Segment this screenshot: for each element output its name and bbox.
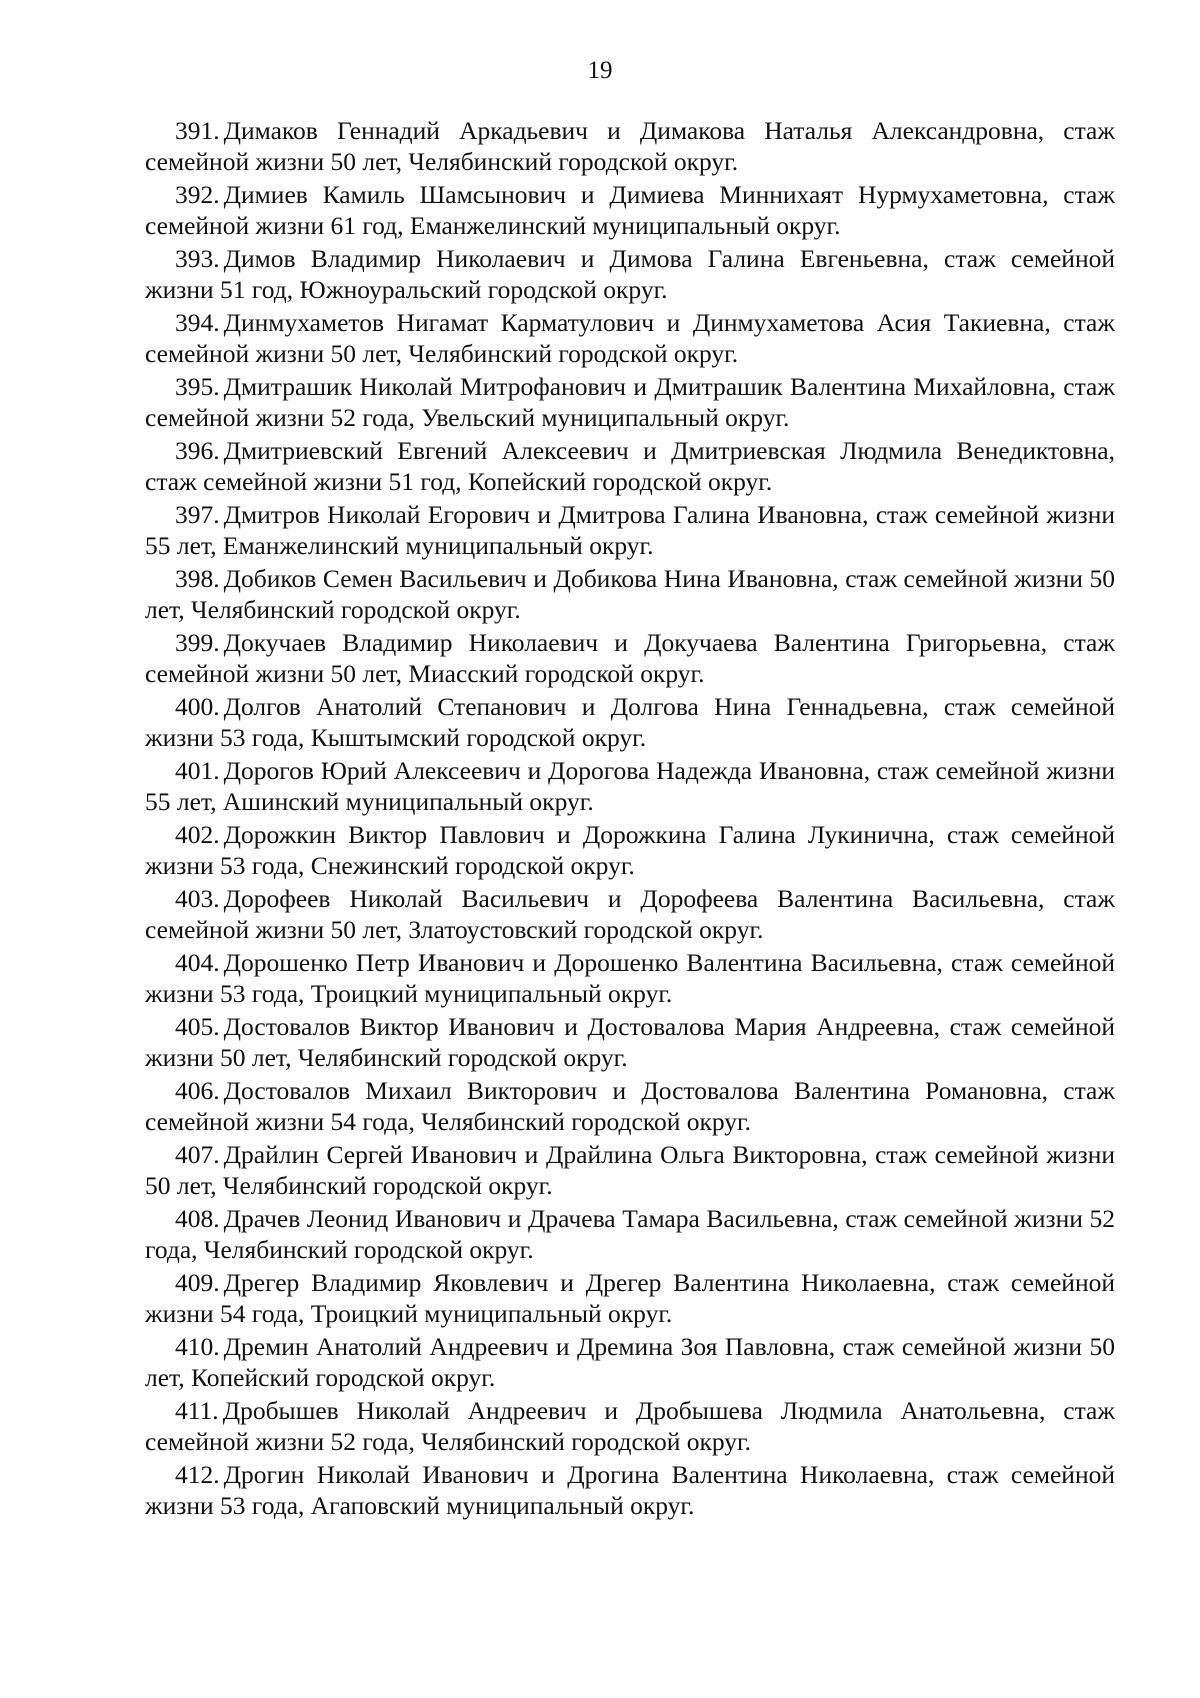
entry-number: 391. xyxy=(175,116,220,145)
list-item xyxy=(145,179,1115,241)
list-item xyxy=(145,947,1115,1009)
entry-text: Дорогов Юрий Алексеевич и Дорогова Надежда Ивановна, стаж семейной жизни 55 лет, Ашинский муниципальный округ. xyxy=(145,756,1115,816)
entry-number: 401. xyxy=(175,756,220,785)
entry-number: 408. xyxy=(175,1204,220,1233)
list-item xyxy=(145,243,1115,305)
entry-number: 400. xyxy=(175,692,220,721)
entry-number: 402. xyxy=(175,820,220,849)
entry-number: 412. xyxy=(175,1460,220,1489)
list-item xyxy=(145,1011,1115,1073)
entry-number: 409. xyxy=(175,1268,220,1297)
entry-text: Долгов Анатолий Степанович и Долгова Нина Геннадьевна, стаж семейной жизни 53 года, Кыштымский городской округ. xyxy=(145,692,1115,752)
list-item xyxy=(145,1075,1115,1137)
entry-number: 392. xyxy=(175,180,220,209)
entry-text: Димиев Камиль Шамсынович и Димиева Миннихаят Нурмухаметовна, стаж семейной жизни 61 год, Еманжелинский муниципальный округ. xyxy=(145,180,1115,240)
list-item xyxy=(145,435,1115,497)
entry-text: Дорофеев Николай Васильевич и Дорофеева Валентина Васильевна, стаж семейной жизни 50 лет, Златоустовский городской округ. xyxy=(145,884,1115,944)
entry-number: 399. xyxy=(175,628,220,657)
list-item xyxy=(145,1395,1115,1457)
entry-number: 411. xyxy=(175,1396,219,1425)
entry-number: 407. xyxy=(175,1140,220,1169)
entry-number: 406. xyxy=(175,1076,220,1105)
list-item xyxy=(145,563,1115,625)
list-item xyxy=(145,755,1115,817)
list-item xyxy=(145,883,1115,945)
entry-text: Дорошенко Петр Иванович и Дорошенко Валентина Васильевна, стаж семейной жизни 53 года, Троицкий муниципальный округ. xyxy=(145,948,1115,1008)
entry-number: 398. xyxy=(175,564,220,593)
list-item xyxy=(145,1459,1115,1521)
entry-number: 404. xyxy=(175,948,220,977)
list-item xyxy=(145,1203,1115,1265)
entry-number: 403. xyxy=(175,884,220,913)
entry-text: Динмухаметов Нигамат Карматулович и Динмухаметова Асия Такиевна, стаж семейной жизни 50 лет, Челябинский городской округ. xyxy=(145,308,1115,368)
entry-number: 393. xyxy=(175,244,220,273)
list-item xyxy=(145,691,1115,753)
entry-text: Драйлин Сергей Иванович и Драйлина Ольга Викторовна, стаж семейной жизни 50 лет, Челябинский городской округ. xyxy=(145,1140,1115,1200)
list-item xyxy=(145,1331,1115,1393)
entry-number: 397. xyxy=(175,500,220,529)
list-item xyxy=(145,1267,1115,1329)
entry-text: Дрегер Владимир Яковлевич и Дрегер Валентина Николаевна, стаж семейной жизни 54 года, Троицкий муниципальный округ. xyxy=(145,1268,1115,1328)
entry-text: Дорожкин Виктор Павлович и Дорожкина Галина Лукинична, стаж семейной жизни 53 года, Снежинский городской округ. xyxy=(145,820,1115,880)
entry-text: Димаков Геннадий Аркадьевич и Димакова Наталья Александровна, стаж семейной жизни 50 лет, Челябинский городской округ. xyxy=(145,116,1115,176)
entry-number: 410. xyxy=(175,1332,220,1361)
entry-text: Драчев Леонид Иванович и Драчева Тамара Васильевна, стаж семейной жизни 52 года, Челябинский городской округ. xyxy=(145,1204,1115,1264)
entry-text: Достовалов Михаил Викторович и Достовалова Валентина Романовна, стаж семейной жизни 54 года, Челябинский городской округ. xyxy=(145,1076,1115,1136)
page-number: 19 xyxy=(587,57,613,84)
entry-text: Дремин Анатолий Андреевич и Дремина Зоя Павловна, стаж семейной жизни 50 лет, Копейский городской округ. xyxy=(145,1332,1115,1392)
list-item xyxy=(145,371,1115,433)
list-item xyxy=(145,627,1115,689)
list-item xyxy=(145,307,1115,369)
entry-text: Достовалов Виктор Иванович и Достовалова Мария Андреевна, стаж семейной жизни 50 лет, Челябинский городской округ. xyxy=(145,1012,1115,1072)
list-item xyxy=(145,115,1115,177)
list-item xyxy=(145,499,1115,561)
entry-number: 395. xyxy=(175,372,220,401)
entries-list xyxy=(145,115,1115,1523)
entry-text: Дробышев Николай Андреевич и Дробышева Людмила Анатольевна, стаж семейной жизни 52 года, Челябинский городской округ. xyxy=(145,1396,1115,1456)
entry-number: 396. xyxy=(175,436,220,465)
entry-number: 394. xyxy=(175,308,220,337)
entry-text: Дрогин Николай Иванович и Дрогина Валентина Николаевна, стаж семейной жизни 53 года, Агаповский муниципальный округ. xyxy=(145,1460,1115,1520)
entry-text: Дмитрашик Николай Митрофанович и Дмитрашик Валентина Михайловна, стаж семейной жизни 52 года, Увельский муниципальный округ. xyxy=(145,372,1115,432)
entry-text: Дмитриевский Евгений Алексеевич и Дмитриевская Людмила Венедиктовна, стаж семейной жизни 51 год, Копейский городской округ. xyxy=(145,436,1115,496)
entry-text: Димов Владимир Николаевич и Димова Галина Евгеньевна, стаж семейной жизни 51 год, Южноуральский городской округ. xyxy=(145,244,1115,304)
entry-text: Дмитров Николай Егорович и Дмитрова Галина Ивановна, стаж семейной жизни 55 лет, Еманжелинский муниципальный округ. xyxy=(145,500,1115,560)
list-item xyxy=(145,819,1115,881)
entry-number: 405. xyxy=(175,1012,220,1041)
list-item xyxy=(145,1139,1115,1201)
entry-text: Добиков Семен Васильевич и Добикова Нина Ивановна, стаж семейной жизни 50 лет, Челябинский городской округ. xyxy=(145,564,1115,624)
entry-text: Докучаев Владимир Николаевич и Докучаева Валентина Григорьевна, стаж семейной жизни 50 лет, Миасский городской округ. xyxy=(145,628,1115,688)
